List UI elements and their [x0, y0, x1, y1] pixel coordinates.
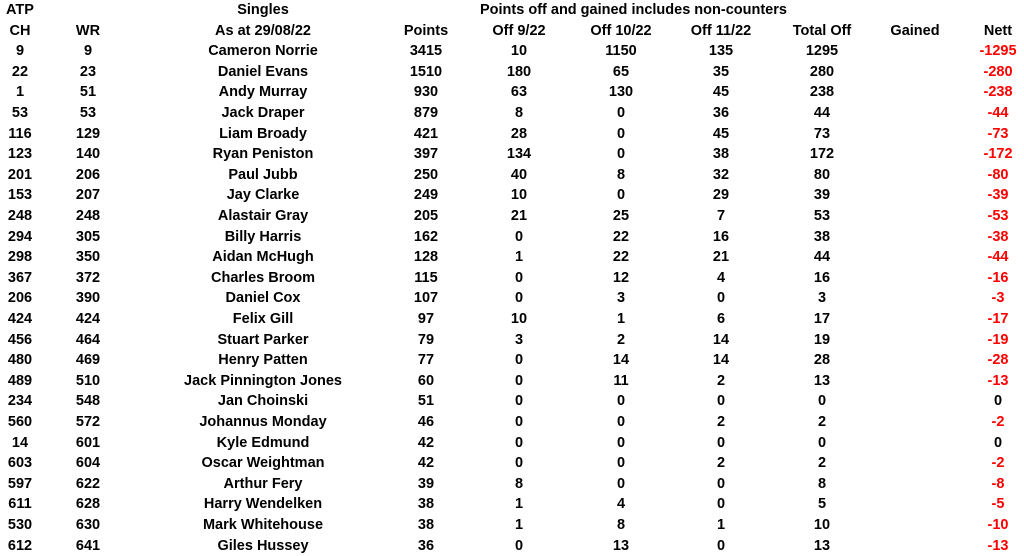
nett-cell: -13 [987, 537, 1009, 554]
table-row [0, 536, 1024, 556]
wr-cell: 510 [75, 372, 101, 389]
off-9-cell: 0 [514, 537, 524, 554]
total-off-cell: 0 [817, 434, 827, 451]
col-header-gained: Gained [890, 22, 940, 39]
off-10-cell: 0 [616, 146, 626, 163]
off-9-cell: 0 [514, 228, 524, 245]
ch-cell: 367 [7, 269, 33, 286]
ch-cell: 456 [7, 331, 33, 348]
off-10-cell: 22 [612, 249, 630, 266]
player-name-cell: Liam Broady [219, 125, 307, 142]
off-9-cell: 63 [510, 84, 528, 101]
ch-cell: 560 [7, 414, 33, 430]
points-cell: 51 [417, 393, 435, 410]
off-9-cell: 134 [506, 146, 532, 163]
wr-cell: 9 [83, 43, 93, 60]
total-off-cell: 172 [809, 146, 835, 163]
ch-cell: 123 [7, 146, 33, 163]
wr-cell: 572 [75, 414, 101, 430]
off-9-cell: 1 [514, 496, 524, 513]
off-11-cell: 6 [716, 311, 726, 327]
points-cell: 115 [414, 269, 438, 286]
points-cell: 930 [413, 84, 439, 101]
off-11-cell: 0 [716, 393, 726, 410]
col-header-total-off: Total Off [792, 22, 852, 39]
table-row [0, 350, 1024, 371]
wr-cell: 469 [75, 352, 101, 369]
off-10-cell: 0 [616, 187, 626, 204]
points-cell: 46 [417, 414, 435, 430]
total-off-cell: 19 [813, 331, 831, 348]
player-name-cell: Alastair Gray [217, 208, 309, 224]
off-10-cell: 130 [608, 84, 634, 101]
off-9-cell: 10 [510, 187, 528, 204]
table-row [0, 124, 1024, 145]
total-off-cell: 5 [817, 496, 827, 513]
total-off-cell: 39 [813, 187, 831, 204]
wr-cell: 390 [75, 290, 101, 307]
atp-label: ATP [6, 2, 34, 18]
player-name-cell: Johannus Monday [199, 414, 327, 430]
player-name-cell: Aidan McHugh [212, 249, 314, 266]
ch-cell: 201 [7, 166, 33, 183]
col-header-points: Points [403, 22, 449, 39]
nett-cell: -44 [987, 249, 1009, 266]
wr-cell: 350 [75, 249, 101, 266]
nett-cell: -3 [991, 290, 1005, 307]
off-11-cell: 14 [712, 352, 730, 369]
table-row [0, 165, 1024, 186]
points-cell: 879 [413, 105, 439, 121]
wr-cell: 140 [75, 146, 101, 163]
singles-label: Singles [237, 2, 289, 18]
total-off-cell: 0 [817, 393, 827, 410]
nett-cell: -5 [991, 496, 1005, 513]
points-cell: 39 [417, 475, 435, 492]
table-row [0, 494, 1024, 515]
off-10-cell: 2 [616, 331, 626, 348]
nett-cell: -53 [987, 208, 1009, 224]
player-name-cell: Giles Hussey [217, 537, 309, 554]
off-9-cell: 8 [514, 475, 524, 492]
ch-cell: 424 [7, 311, 33, 327]
header-row-2 [0, 21, 1024, 42]
table-row [0, 268, 1024, 289]
off-11-cell: 2 [716, 372, 726, 389]
total-off-cell: 80 [813, 166, 831, 183]
ch-cell: 612 [7, 537, 33, 554]
total-off-cell: 3 [817, 290, 827, 307]
total-off-cell: 28 [813, 352, 831, 369]
nett-cell: -8 [991, 475, 1005, 492]
wr-cell: 424 [75, 311, 101, 327]
player-name-cell: Jay Clarke [226, 187, 300, 204]
player-name-cell: Daniel Evans [217, 63, 309, 80]
ch-cell: 298 [7, 249, 33, 266]
off-9-cell: 0 [514, 372, 524, 389]
player-name-cell: Daniel Cox [225, 290, 301, 307]
player-name-cell: Oscar Weightman [201, 455, 325, 472]
ch-cell: 234 [7, 393, 33, 410]
player-name-cell: Henry Patten [218, 352, 308, 369]
points-note: Points off and gained includes non-counters [480, 2, 787, 18]
off-10-cell: 22 [612, 228, 630, 245]
player-name-cell: Cameron Norrie [208, 43, 318, 60]
wr-cell: 23 [79, 63, 97, 80]
nett-cell: -28 [987, 352, 1009, 369]
nett-cell: -13 [987, 372, 1009, 389]
table-row [0, 391, 1024, 412]
points-cell: 36 [417, 537, 435, 554]
wr-cell: 628 [75, 496, 101, 513]
ch-cell: 611 [8, 496, 32, 513]
off-9-cell: 1 [514, 517, 524, 533]
nett-cell: -44 [987, 105, 1009, 121]
nett-cell: -2 [991, 414, 1005, 430]
off-11-cell: 4 [716, 269, 726, 286]
total-off-cell: 73 [813, 125, 831, 142]
points-cell: 97 [417, 311, 435, 327]
nett-cell: -238 [983, 84, 1013, 101]
off-9-cell: 10 [510, 311, 528, 327]
ch-cell: 53 [11, 105, 29, 121]
table-row [0, 371, 1024, 392]
off-10-cell: 0 [616, 475, 626, 492]
ch-cell: 9 [15, 43, 25, 60]
points-cell: 249 [413, 187, 439, 204]
off-10-cell: 11 [613, 372, 629, 389]
nett-cell: -38 [987, 228, 1009, 245]
points-cell: 128 [413, 249, 439, 266]
nett-cell: -10 [987, 517, 1009, 533]
col-header-off-11: Off 11/22 [690, 22, 752, 39]
ch-cell: 206 [7, 290, 33, 307]
off-11-cell: 45 [712, 84, 730, 101]
off-11-cell: 14 [712, 331, 730, 348]
player-name-cell: Jack Draper [221, 105, 305, 121]
total-off-cell: 38 [813, 228, 831, 245]
off-10-cell: 8 [616, 166, 626, 183]
table-row [0, 412, 1024, 433]
wr-cell: 129 [75, 125, 101, 142]
player-name-cell: Felix Gill [232, 311, 294, 327]
player-name-cell: Harry Wendelken [203, 496, 323, 513]
points-cell: 3415 [409, 43, 443, 60]
player-name-cell: Kyle Edmund [216, 434, 310, 451]
off-10-cell: 65 [612, 63, 630, 80]
ch-cell: 603 [7, 455, 33, 472]
off-9-cell: 8 [514, 105, 524, 121]
off-9-cell: 0 [514, 352, 524, 369]
wr-cell: 51 [79, 84, 97, 101]
nett-cell: -19 [987, 331, 1009, 348]
off-11-cell: 16 [712, 228, 730, 245]
table-row [0, 330, 1024, 351]
wr-cell: 601 [75, 434, 101, 451]
nett-cell: -16 [987, 269, 1009, 286]
wr-cell: 622 [75, 475, 101, 492]
points-cell: 421 [413, 125, 439, 142]
table-row [0, 62, 1024, 83]
off-10-cell: 0 [616, 105, 626, 121]
table-row [0, 227, 1024, 248]
col-header-off-9: Off 9/22 [492, 22, 546, 39]
off-9-cell: 40 [510, 166, 528, 183]
off-10-cell: 0 [616, 434, 626, 451]
player-name-cell: Stuart Parker [217, 331, 309, 348]
wr-cell: 464 [75, 331, 101, 348]
ch-cell: 22 [11, 63, 29, 80]
off-9-cell: 0 [514, 290, 524, 307]
wr-cell: 641 [75, 537, 101, 554]
col-header-as-at: As at 29/08/22 [215, 22, 311, 39]
nett-cell: -280 [983, 63, 1013, 80]
off-10-cell: 8 [616, 517, 626, 533]
table-row [0, 41, 1024, 62]
table-row [0, 453, 1024, 474]
player-name-cell: Mark Whitehouse [202, 517, 324, 533]
points-cell: 1510 [409, 63, 443, 80]
ch-cell: 248 [7, 208, 33, 224]
points-cell: 205 [413, 208, 439, 224]
player-name-cell: Paul Jubb [228, 166, 298, 183]
total-off-cell: 17 [813, 311, 831, 327]
off-9-cell: 0 [514, 393, 524, 410]
ch-cell: 530 [7, 517, 33, 533]
nett-cell: -39 [987, 187, 1009, 204]
total-off-cell: 10 [813, 517, 831, 533]
off-9-cell: 1 [514, 249, 524, 266]
total-off-cell: 1295 [805, 43, 839, 60]
table-row [0, 433, 1024, 454]
wr-cell: 548 [75, 393, 101, 410]
total-off-cell: 16 [813, 269, 831, 286]
total-off-cell: 2 [817, 455, 827, 472]
total-off-cell: 238 [809, 84, 835, 101]
total-off-cell: 8 [817, 475, 827, 492]
ch-cell: 116 [8, 125, 32, 142]
total-off-cell: 53 [813, 208, 831, 224]
off-10-cell: 0 [616, 393, 626, 410]
nett-cell: -17 [987, 311, 1009, 327]
points-cell: 162 [413, 228, 439, 245]
off-11-cell: 0 [716, 434, 726, 451]
off-10-cell: 0 [616, 125, 626, 142]
off-11-cell: 21 [712, 249, 730, 266]
table-row [0, 474, 1024, 495]
off-10-cell: 13 [612, 537, 630, 554]
table-row [0, 82, 1024, 103]
wr-cell: 604 [75, 455, 101, 472]
off-10-cell: 0 [616, 414, 626, 430]
nett-cell: 0 [993, 393, 1003, 410]
off-10-cell: 12 [612, 269, 630, 286]
ch-cell: 489 [7, 372, 33, 389]
off-11-cell: 32 [712, 166, 730, 183]
off-9-cell: 0 [514, 455, 524, 472]
table-row [0, 515, 1024, 536]
col-header-wr: WR [75, 22, 101, 39]
off-9-cell: 180 [506, 63, 532, 80]
table-row [0, 185, 1024, 206]
nett-cell: -73 [987, 125, 1009, 142]
player-name-cell: Arthur Fery [223, 475, 303, 492]
wr-cell: 207 [75, 187, 101, 204]
wr-cell: 372 [75, 269, 101, 286]
off-10-cell: 0 [616, 455, 626, 472]
total-off-cell: 44 [813, 105, 831, 121]
nett-cell: 0 [993, 434, 1003, 451]
off-9-cell: 21 [510, 208, 528, 224]
off-9-cell: 0 [514, 434, 524, 451]
off-9-cell: 28 [510, 125, 528, 142]
wr-cell: 630 [75, 517, 101, 533]
points-cell: 42 [417, 455, 435, 472]
off-9-cell: 0 [514, 414, 524, 430]
off-11-cell: 36 [712, 105, 730, 121]
off-10-cell: 1150 [605, 43, 637, 60]
points-cell: 79 [417, 331, 435, 348]
off-11-cell: 38 [712, 146, 730, 163]
off-10-cell: 4 [616, 496, 626, 513]
ch-cell: 153 [7, 187, 33, 204]
points-cell: 107 [413, 290, 439, 307]
off-10-cell: 3 [616, 290, 626, 307]
col-header-off-10: Off 10/22 [590, 22, 652, 39]
points-cell: 42 [417, 434, 435, 451]
off-11-cell: 0 [716, 290, 726, 307]
player-name-cell: Billy Harris [224, 228, 302, 245]
table-row [0, 103, 1024, 124]
col-header-ch: CH [9, 22, 31, 39]
nett-cell: -172 [983, 146, 1013, 163]
total-off-cell: 280 [809, 63, 835, 80]
off-11-cell: 2 [716, 455, 726, 472]
player-name-cell: Ryan Peniston [212, 146, 314, 163]
col-header-nett: Nett [983, 22, 1013, 39]
off-11-cell: 0 [716, 475, 726, 492]
table-row [0, 144, 1024, 165]
off-11-cell: 135 [708, 43, 734, 60]
header-row-1 [0, 0, 1024, 21]
ch-cell: 480 [7, 352, 33, 369]
player-name-cell: Andy Murray [218, 84, 308, 101]
off-9-cell: 0 [514, 269, 524, 286]
ch-cell: 294 [7, 228, 33, 245]
off-11-cell: 7 [716, 208, 726, 224]
player-name-cell: Jan Choinski [217, 393, 309, 410]
points-cell: 250 [413, 166, 439, 183]
table-row [0, 247, 1024, 268]
total-off-cell: 2 [817, 414, 827, 430]
off-10-cell: 1 [616, 311, 626, 327]
nett-cell: -80 [987, 166, 1009, 183]
nett-cell: -1295 [979, 43, 1017, 60]
points-cell: 397 [413, 146, 439, 163]
wr-cell: 206 [75, 166, 101, 183]
points-cell: 60 [417, 372, 435, 389]
total-off-cell: 13 [813, 372, 831, 389]
total-off-cell: 13 [813, 537, 831, 554]
ch-cell: 1 [15, 84, 25, 101]
off-10-cell: 25 [612, 208, 630, 224]
off-9-cell: 3 [514, 331, 524, 348]
off-11-cell: 0 [716, 496, 726, 513]
off-9-cell: 10 [510, 43, 528, 60]
off-11-cell: 2 [716, 414, 726, 430]
points-cell: 77 [417, 352, 435, 369]
ch-cell: 14 [11, 434, 29, 451]
player-name-cell: Charles Broom [211, 269, 315, 286]
off-11-cell: 45 [712, 125, 730, 142]
wr-cell: 305 [75, 228, 101, 245]
off-11-cell: 29 [712, 187, 730, 204]
ch-cell: 597 [7, 475, 33, 492]
table-row [0, 288, 1024, 309]
nett-cell: -2 [991, 455, 1005, 472]
table-row [0, 206, 1024, 227]
off-11-cell: 0 [716, 537, 726, 554]
off-11-cell: 35 [712, 63, 730, 80]
player-name-cell: Jack Pinnington Jones [184, 372, 342, 389]
points-cell: 38 [417, 517, 435, 533]
off-10-cell: 14 [612, 352, 630, 369]
wr-cell: 248 [75, 208, 101, 224]
table-row [0, 309, 1024, 330]
total-off-cell: 44 [813, 249, 831, 266]
wr-cell: 53 [79, 105, 97, 121]
points-cell: 38 [417, 496, 435, 513]
off-11-cell: 1 [716, 517, 726, 533]
